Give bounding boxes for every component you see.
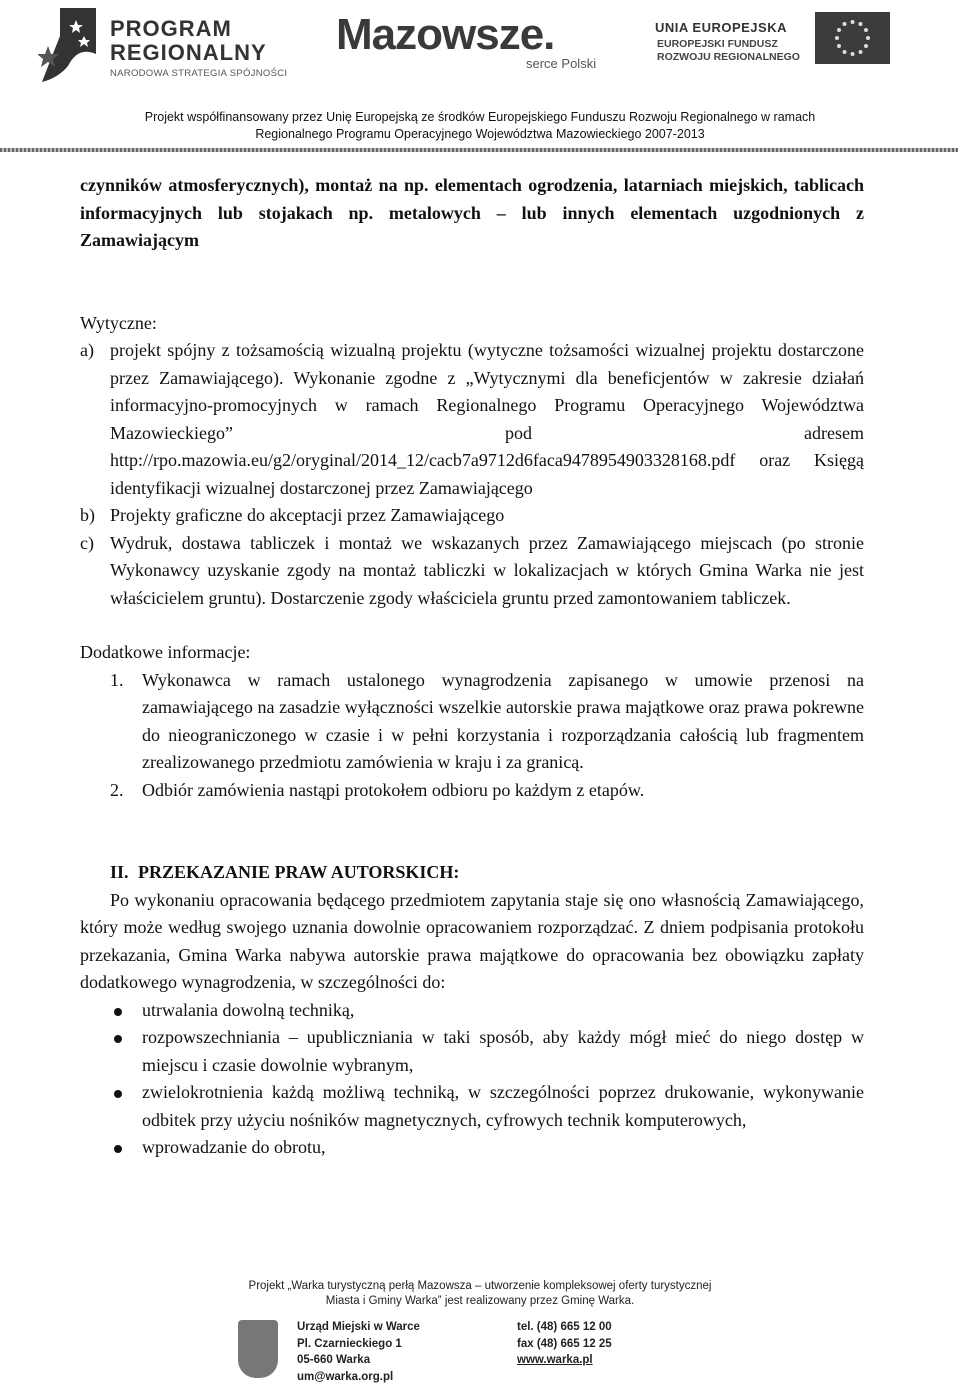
bullet-item [80, 1024, 864, 1079]
footer-project-line1: Projekt „Warka turystyczną perłą Mazowsza – utworzenie kompleksowej oferty turystycznej [248, 1280, 712, 1292]
section-title: PRZEKAZANIE PRAW AUTORSKICH: [138, 862, 460, 882]
bullet-icon [114, 1035, 122, 1043]
additional-label: 1. [110, 669, 124, 690]
bullet-text: zwielokrotnienia każdą możliwą techniką, w szczególności poprzez drukowanie, wykonywanie odbitek przy użyciu nośników magnetycznych, cyfrowych technik komputerowych, [142, 1082, 864, 1130]
additional-text: Wykonawca w ramach ustalonego wynagrodzenia zapisanego w umowie przenosi na zamawiającego na zasadzie wyłączności wszelkie autorskie prawa majątkowe oraz prawa pokrewne do nieograniczonego w czasie i w pełni korzystania i rozporządzania całością lub fragmentem zrealizowanego przedmiotu zamówienia w kraju i za granicą. [142, 669, 864, 772]
guideline-text: Projekty graficzne do akceptacji przez Zamawiającego [110, 505, 505, 525]
eu-fund-line2: ROZWOJU REGIONALNEGO [657, 51, 800, 63]
additional-item [80, 667, 864, 777]
logo-bar [0, 0, 960, 100]
guideline-item [80, 502, 864, 530]
footer-address [297, 1319, 420, 1385]
office-phone: tel. (48) 665 12 00 [517, 1321, 612, 1333]
section-paragraph: Po wykonaniu opracowania będącego przedmiotem zapytania staje się ono własnością Zamawiającego, który może według swojego uznania dowolnie opracowaniem rozporządzać. Z dniem podpisania protokołu przekazania, Gmina Warka nabywa autorskie prawa majątkowe do opracowania bez obowiązku zapłaty dodatkowego wynagrodzenia, w szczególności do: [80, 889, 864, 992]
intro-paragraph: czynników atmosferycznych), montaż na np. elementach ogrodzenia, latarniach miejskich, tablicach informacyjnych lub stojakach np. metalowych – lub innych elementach uzgodnionych z Zamawiającym [80, 175, 864, 250]
mazowsze-wordmark: Mazowsze. [336, 10, 555, 59]
guideline-text: Wydruk, dostawa tabliczek i montaż we wskazanych przez Zamawiającego miejscach (po stronie Wykonawcy uzyskanie zgody na montaż tabliczki w lokalizacjach w których Gmina Warka nie jest właścicielem gruntu). Dostarczenie zgody właściciela gruntu przed zamontowaniem tabliczek. [110, 532, 864, 608]
cofinancing-line2: Regionalnego Programu Operacyjnego Województwa Mazowieckiego 2007-2013 [255, 127, 705, 141]
office-email[interactable]: um@warka.org.pl [297, 1370, 394, 1383]
document-body [80, 172, 864, 1162]
cofinancing-line1: Projekt współfinansowany przez Unię Europejską ze środków Europejskiego Funduszu Rozwoju Regionalnego w ramach [144, 110, 816, 124]
section-heading [80, 859, 864, 887]
guideline-label: b) [80, 505, 95, 525]
guideline-item [80, 530, 864, 613]
additional-item [80, 777, 864, 805]
bullet-text: wprowadzanie do obrotu, [142, 1137, 326, 1157]
office-postal: 05-660 Warka [297, 1354, 371, 1366]
stars-emblem-icon [38, 6, 100, 84]
bullet-text: utrwalania dowolną techniką, [142, 999, 355, 1020]
guidelines-heading: Wytyczne: [80, 312, 157, 333]
bullet-icon [114, 1090, 122, 1098]
eu-logo [655, 20, 915, 80]
warka-crest-icon [238, 1320, 278, 1378]
guideline-text: projekt spójny z tożsamością wizualną projektu (wytyczne tożsamości wizualnej projektu dostarczone przez Zamawiającego). Wykonanie zgodne z „Wytycznymi dla beneficjentów w zakresie działań informacyjno-promocyjnych w ramach Regionalnego Programu Operacyjnego Województwa Mazowieckiego” pod adresem http://rpo.mazowia.eu/g2/oryginal/2014_12/cacb7a9712d6faca9478954903328168.pdf oraz Księgą identyfikacji wizualnej dostarczonej przez Zamawiającego [110, 340, 864, 498]
office-name: Urząd Miejski w Warce [297, 1321, 420, 1333]
mazowsze-logo [336, 10, 621, 80]
footer-contact [517, 1319, 612, 1369]
guideline-label: c) [80, 532, 94, 553]
guideline-label: a) [80, 340, 94, 360]
mazowsze-tagline: serce Polski [526, 56, 597, 71]
office-fax: fax (48) 665 12 25 [517, 1337, 612, 1350]
program-subtitle: NARODOWA STRATEGIA SPÓJNOŚCI [110, 68, 288, 79]
bullet-icon [114, 1008, 122, 1016]
bullet-item [80, 1134, 864, 1162]
office-street: Pl. Czarnieckiego 1 [297, 1337, 402, 1350]
eu-flag-icon [815, 12, 890, 64]
additional-text: Odbiór zamówienia nastąpi protokołem odbioru po każdym z etapów. [142, 779, 645, 800]
bullet-text: rozpowszechniania – upubliczniania w taki sposób, aby każdy mógł mieć do niego dostęp w miejscu i czasie dowolnie wybranym, [142, 1027, 864, 1075]
office-website[interactable]: www.warka.pl [517, 1354, 593, 1366]
guideline-item [80, 337, 864, 502]
eu-fund-line1: EUROPEJSKI FUNDUSZ [657, 38, 778, 50]
section-number: II. [110, 862, 129, 882]
additional-label: 2. [110, 779, 124, 800]
footer-project-line2: Miasta i Gminy Warka” jest realizowany przez Gminę Warka. [325, 1295, 635, 1307]
bullet-icon [114, 1145, 122, 1153]
page-footer [0, 1270, 960, 1385]
bullet-item [80, 997, 864, 1025]
program-title-line1: PROGRAM [110, 16, 232, 41]
header-divider [0, 148, 958, 152]
page-header [0, 0, 960, 155]
bullet-item [80, 1079, 864, 1134]
eu-title: UNIA EUROPEJSKA [655, 20, 787, 35]
program-title-line2: REGIONALNY [110, 40, 267, 65]
additional-heading: Dodatkowe informacje: [80, 642, 251, 662]
program-regionalny-logo [38, 6, 303, 84]
